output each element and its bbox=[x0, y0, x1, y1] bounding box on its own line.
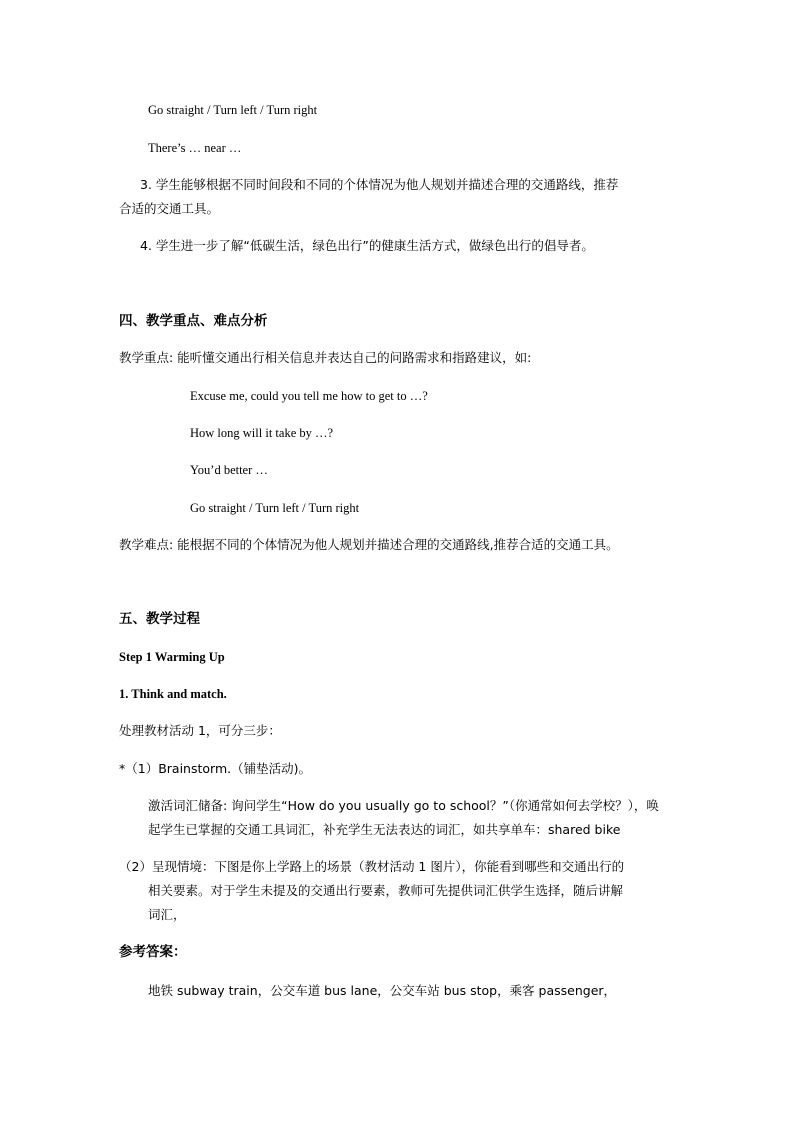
teaching-difficulty: 教学难点: 能根据不同的个体情况为他人规划并描述合理的交通路线,推荐合适的交通工具。 bbox=[119, 537, 619, 552]
example-phrase-3: You’d better … bbox=[190, 463, 268, 477]
situation-line3: 词汇， bbox=[148, 907, 186, 922]
think-and-match-heading: 1. Think and match. bbox=[119, 687, 227, 701]
phrase-theres-near: There’s … near … bbox=[148, 141, 242, 155]
situation-line2: 相关要素。对于学生未提及的交通出行要素，教师可先提供词汇供学生选择，随后讲解 bbox=[148, 883, 624, 898]
process-intro: 处理教材活动 1，可分三步： bbox=[119, 723, 281, 738]
objective-3-line1: 3. 学生能够根据不同时间段和不同的个体情况为他人规划并描述合理的交通路线，推荐 bbox=[140, 177, 619, 192]
reference-answer: 地铁 subway train，公交车道 bus lane，公交车站 bus stop，乘客 passenger， bbox=[148, 983, 617, 998]
example-phrase-2: How long will it take by …? bbox=[190, 426, 334, 440]
activate-vocab-line2: 起学生已掌握的交通工具词汇，补充学生无法表达的词汇，如共享单车：shared bike bbox=[148, 822, 621, 837]
phrase-directions: Go straight / Turn left / Turn right bbox=[148, 103, 318, 117]
section-4-heading: 四、教学重点、难点分析 bbox=[119, 313, 268, 329]
situation-line1: （2）呈现情境：下图是你上学路上的场景（教材活动 1 图片），你能看到哪些和交通出行的 bbox=[119, 859, 625, 874]
reference-answer-heading: 参考答案： bbox=[119, 944, 187, 960]
teaching-focus: 教学重点: 能听懂交通出行相关信息并表达自己的问路需求和指路建议，如: bbox=[119, 350, 532, 365]
example-phrase-4: Go straight / Turn left / Turn right bbox=[190, 501, 360, 515]
brainstorm-step: *（1）Brainstorm.（铺垫活动)。 bbox=[119, 761, 311, 776]
section-5-heading: 五、教学过程 bbox=[119, 611, 200, 627]
step-1-heading: Step 1 Warming Up bbox=[119, 650, 225, 664]
activate-vocab-line1: 激活词汇储备: 询问学生“How do you usually go to school？”（你通常如何去学校？），唤 bbox=[148, 798, 659, 813]
example-phrase-1: Excuse me, could you tell me how to get to …? bbox=[190, 389, 428, 403]
objective-3-line2: 合适的交通工具。 bbox=[119, 201, 220, 216]
objective-4: 4. 学生进一步了解“低碳生活，绿色出行”的健康生活方式，做绿色出行的倡导者。 bbox=[140, 238, 594, 253]
